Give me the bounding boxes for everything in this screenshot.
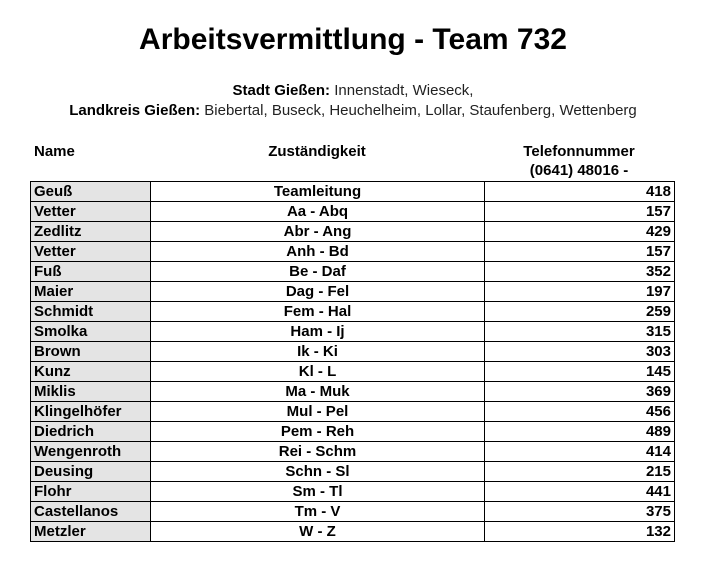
- row-phone-extension-cell: 375: [485, 502, 675, 522]
- row-responsibility-cell: Ik - Ki: [151, 342, 485, 362]
- row-phone-extension-cell: 197: [485, 282, 675, 302]
- row-name-cell: Schmidt: [31, 302, 151, 322]
- row-responsibility-cell: Tm - V: [151, 502, 485, 522]
- row-responsibility-cell: Kl - L: [151, 362, 485, 382]
- row-name-cell: Flohr: [31, 482, 151, 502]
- district-area-line: [0, 101, 706, 121]
- row-phone-extension-cell: 157: [485, 242, 675, 262]
- city-area-line: [0, 81, 706, 101]
- table-row: [31, 442, 675, 462]
- row-responsibility-cell: Rei - Schm: [151, 442, 485, 462]
- column-header-responsibility: Zuständigkeit: [268, 143, 366, 160]
- row-name-cell: Miklis: [31, 382, 151, 402]
- row-responsibility-cell: Abr - Ang: [151, 222, 485, 242]
- row-name-cell: Fuß: [31, 262, 151, 282]
- row-responsibility-cell: Teamleitung: [151, 182, 485, 202]
- row-phone-extension-cell: 215: [485, 462, 675, 482]
- row-responsibility-cell: Anh - Bd: [151, 242, 485, 262]
- row-phone-extension-cell: 352: [485, 262, 675, 282]
- row-name-cell: Castellanos: [31, 502, 151, 522]
- table-row: [31, 382, 675, 402]
- row-phone-extension-cell: 441: [485, 482, 675, 502]
- row-name-cell: Metzler: [31, 522, 151, 542]
- row-name-cell: Diedrich: [31, 422, 151, 442]
- row-name-cell: Klingelhöfer: [31, 402, 151, 422]
- row-name-cell: Maier: [31, 282, 151, 302]
- row-responsibility-cell: Ma - Muk: [151, 382, 485, 402]
- column-header-phone-prefix: (0641) 48016 -: [529, 162, 629, 179]
- row-phone-extension-cell: 418: [485, 182, 675, 202]
- row-responsibility-cell: Ham - Ij: [151, 322, 485, 342]
- table-row: [31, 222, 675, 242]
- page-title: Arbeitsvermittlung - Team 732: [139, 23, 567, 56]
- column-header-name: Name: [34, 143, 75, 160]
- row-phone-extension-cell: 132: [485, 522, 675, 542]
- row-phone-extension-cell: 369: [485, 382, 675, 402]
- row-name-cell: Vetter: [31, 202, 151, 222]
- table-row: [31, 522, 675, 542]
- row-name-cell: Wengenroth: [31, 442, 151, 462]
- table-row: [31, 402, 675, 422]
- row-responsibility-cell: Sm - Tl: [151, 482, 485, 502]
- row-phone-extension-cell: 259: [485, 302, 675, 322]
- table-row: [31, 322, 675, 342]
- table-row: [31, 182, 675, 202]
- table-row: [31, 262, 675, 282]
- row-responsibility-cell: Dag - Fel: [151, 282, 485, 302]
- table-row: [31, 502, 675, 522]
- team-roster-body: [31, 182, 675, 542]
- row-name-cell: Vetter: [31, 242, 151, 262]
- table-row: [31, 302, 675, 322]
- city-label: Stadt Gießen:: [232, 82, 331, 99]
- row-name-cell: Kunz: [31, 362, 151, 382]
- table-row: [31, 242, 675, 262]
- row-phone-extension-cell: 315: [485, 322, 675, 342]
- table-row: [31, 462, 675, 482]
- row-name-cell: Zedlitz: [31, 222, 151, 242]
- row-responsibility-cell: Fem - Hal: [151, 302, 485, 322]
- city-places: Innenstadt, Wieseck,: [334, 82, 474, 99]
- row-phone-extension-cell: 303: [485, 342, 675, 362]
- table-row: [31, 282, 675, 302]
- row-responsibility-cell: Mul - Pel: [151, 402, 485, 422]
- row-phone-extension-cell: 145: [485, 362, 675, 382]
- team-roster-table: [30, 181, 675, 542]
- table-row: [31, 342, 675, 362]
- table-row: [31, 482, 675, 502]
- row-phone-extension-cell: 456: [485, 402, 675, 422]
- row-responsibility-cell: Aa - Abq: [151, 202, 485, 222]
- row-responsibility-cell: Schn - Sl: [151, 462, 485, 482]
- column-header-phone: Telefonnummer: [523, 143, 635, 160]
- row-phone-extension-cell: 489: [485, 422, 675, 442]
- district-places: Biebertal, Buseck, Heuchelheim, Lollar, Staufenberg, Wettenberg: [204, 102, 637, 119]
- row-name-cell: Brown: [31, 342, 151, 362]
- row-name-cell: Deusing: [31, 462, 151, 482]
- row-responsibility-cell: W - Z: [151, 522, 485, 542]
- row-phone-extension-cell: 157: [485, 202, 675, 222]
- table-row: [31, 362, 675, 382]
- row-name-cell: Geuß: [31, 182, 151, 202]
- row-phone-extension-cell: 429: [485, 222, 675, 242]
- row-responsibility-cell: Pem - Reh: [151, 422, 485, 442]
- row-phone-extension-cell: 414: [485, 442, 675, 462]
- district-label: Landkreis Gießen:: [69, 102, 201, 119]
- row-responsibility-cell: Be - Daf: [151, 262, 485, 282]
- table-row: [31, 422, 675, 442]
- table-row: [31, 202, 675, 222]
- row-name-cell: Smolka: [31, 322, 151, 342]
